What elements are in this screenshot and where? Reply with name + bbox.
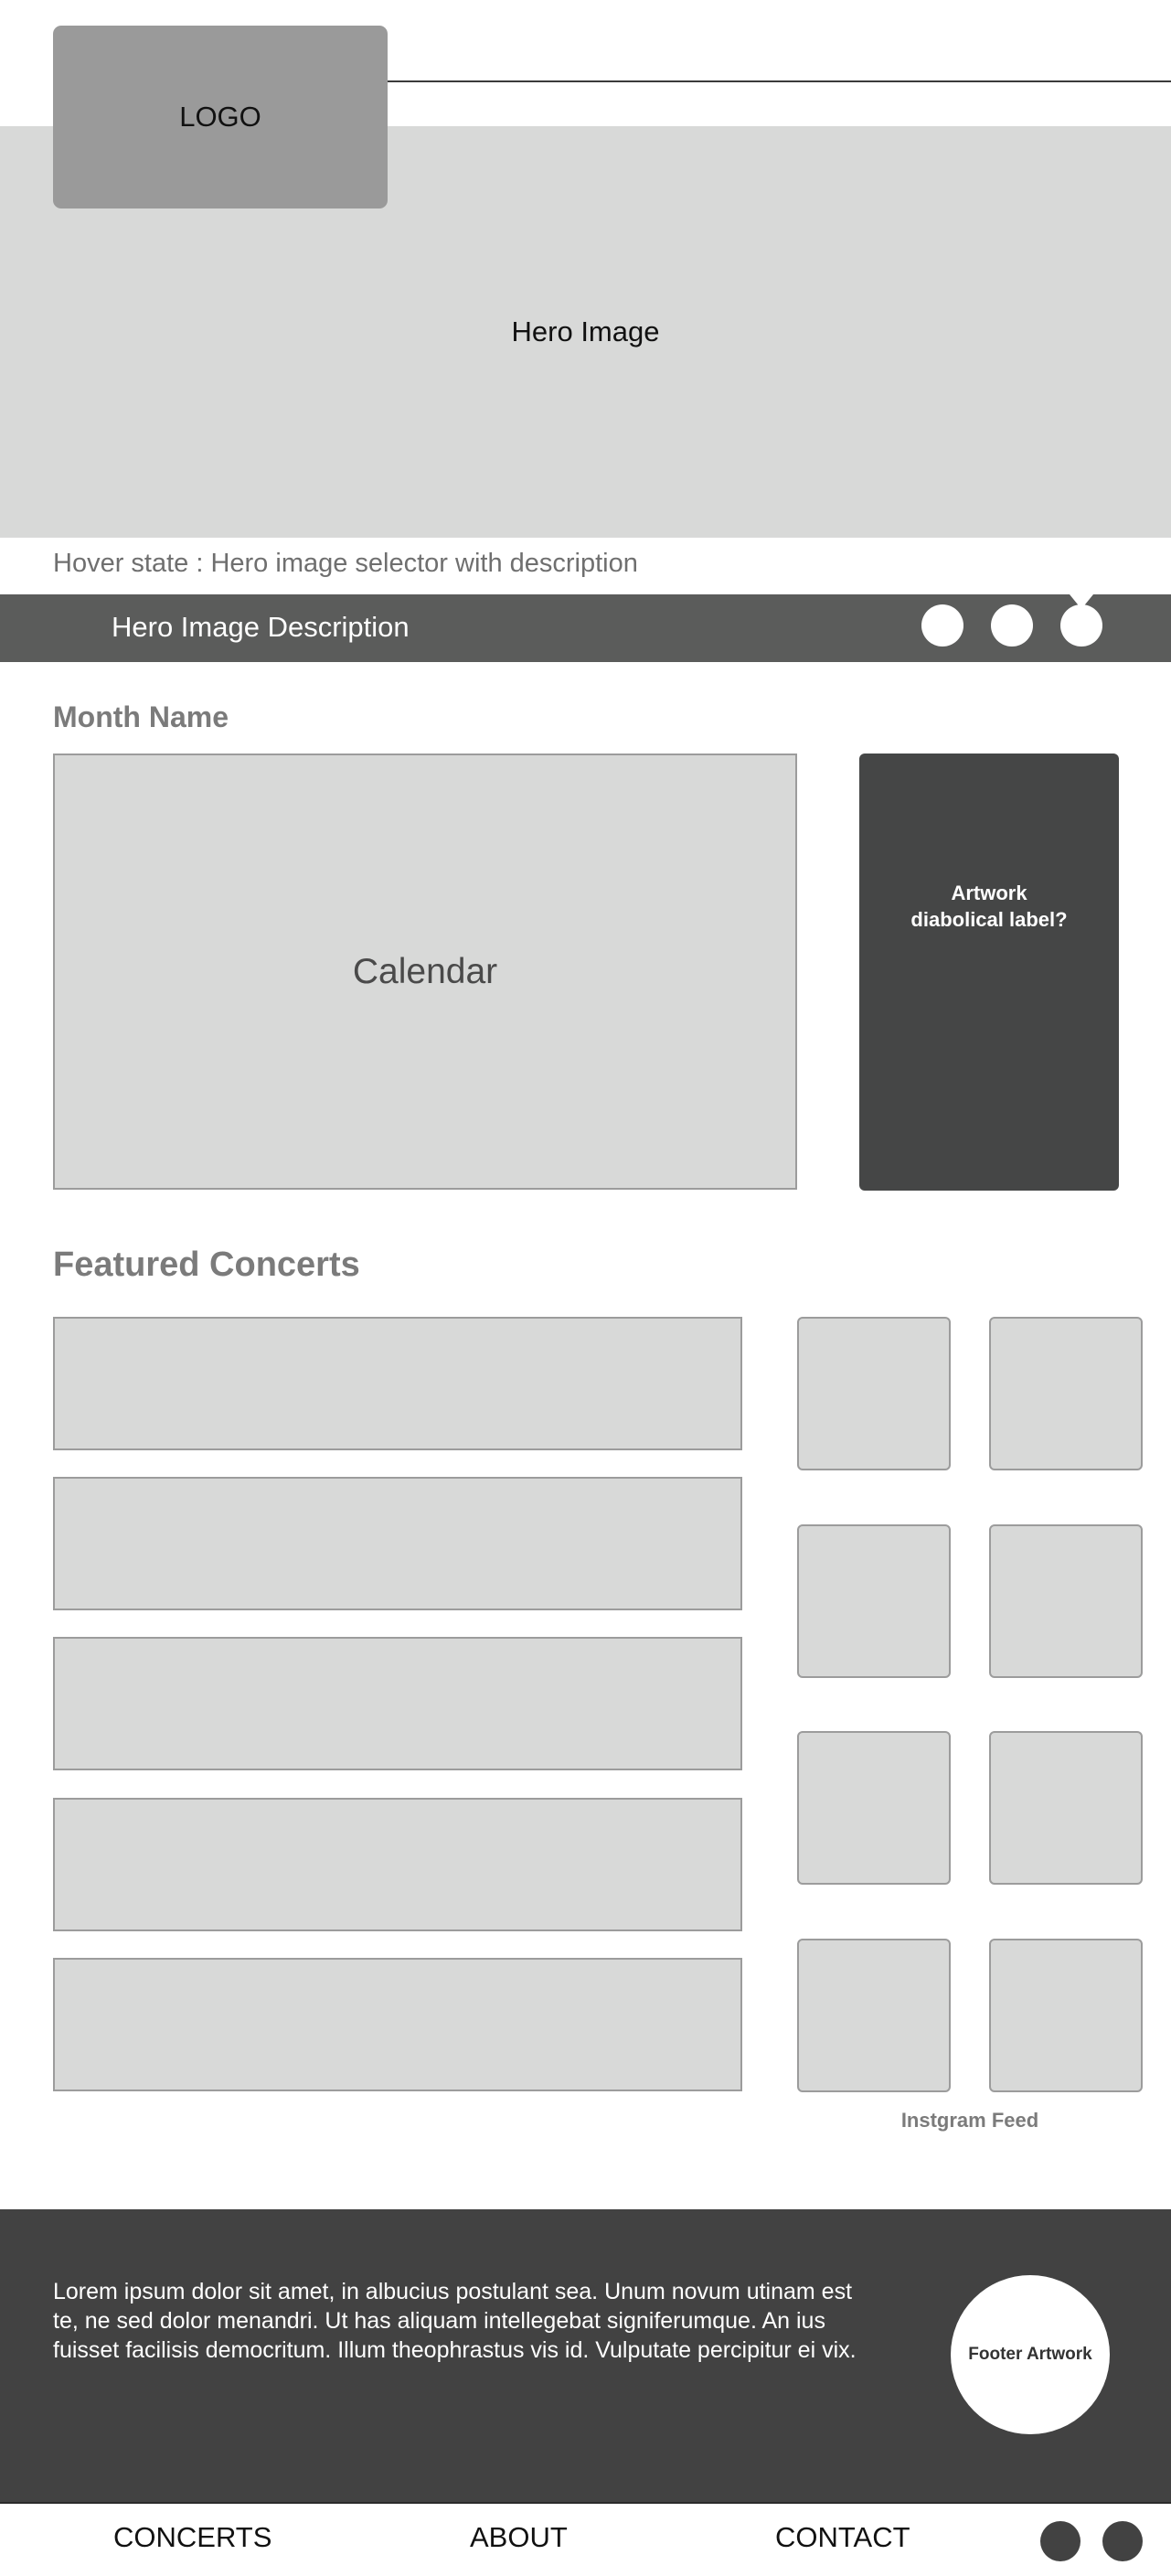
footer-artwork [951,2275,1110,2434]
instagram-tile-1[interactable] [797,1317,951,1470]
artwork-label-line-2: diabolical label? [910,908,1068,931]
calendar-label: Calendar [352,951,498,991]
concert-card-1[interactable] [53,1317,742,1450]
logo[interactable] [53,26,388,208]
concert-card-4[interactable] [53,1798,742,1931]
hover-state-note: Hover state : Hero image selector with description [53,549,638,578]
social-icon[interactable] [1040,2521,1081,2561]
footer-divider [0,2502,1171,2504]
social-icon[interactable] [1102,2521,1143,2561]
concert-card-2[interactable] [53,1477,742,1610]
instagram-tile-7[interactable] [797,1939,951,2092]
footer-artwork-label: Footer Artwork [968,2345,1092,2364]
featured-concerts-title: Featured Concerts [53,1245,360,1284]
month-name: Month Name [53,700,229,733]
hero-selector-dot-3[interactable] [1060,604,1102,647]
instagram-tile-3[interactable] [797,1524,951,1678]
nav-concerts-link[interactable]: CONCERTS [113,2521,272,2553]
nav-contact-link[interactable]: CONTACT [775,2521,910,2553]
concert-card-3[interactable] [53,1637,742,1770]
artwork-label [859,880,1119,933]
hero-image-label: Hero Image [511,315,660,347]
hero-selector-dot-2[interactable] [991,604,1033,647]
hero-selector-pointer-icon [1070,594,1093,609]
instagram-feed-caption: Instgram Feed [900,2109,1039,2132]
hero-description: Hero Image Description [112,611,410,643]
instagram-tile-8[interactable] [989,1939,1143,2092]
artwork-panel [859,754,1119,1191]
concert-card-5[interactable] [53,1958,742,2091]
instagram-tile-4[interactable] [989,1524,1143,1678]
instagram-tile-2[interactable] [989,1317,1143,1470]
instagram-tile-6[interactable] [989,1731,1143,1885]
instagram-tile-5[interactable] [797,1731,951,1885]
footer-text: Lorem ipsum dolor sit amet, in albucius postulant sea. Unum novum utinam est te, ne sed dolor menandri. Ut has aliquam intellegebat signiferumque. An ius fuisset facilisis democritum. Illum theophrastus vis id. Vulputate percipitur ei vix. [53,2279,857,2363]
logo-text: LOGO [179,101,261,133]
hero-selector-dot-1[interactable] [921,604,963,647]
calendar[interactable] [53,754,797,1190]
nav-about-link[interactable]: ABOUT [470,2521,568,2553]
header-divider [388,80,1171,82]
artwork-label-line-1: Artwork [951,882,1027,904]
